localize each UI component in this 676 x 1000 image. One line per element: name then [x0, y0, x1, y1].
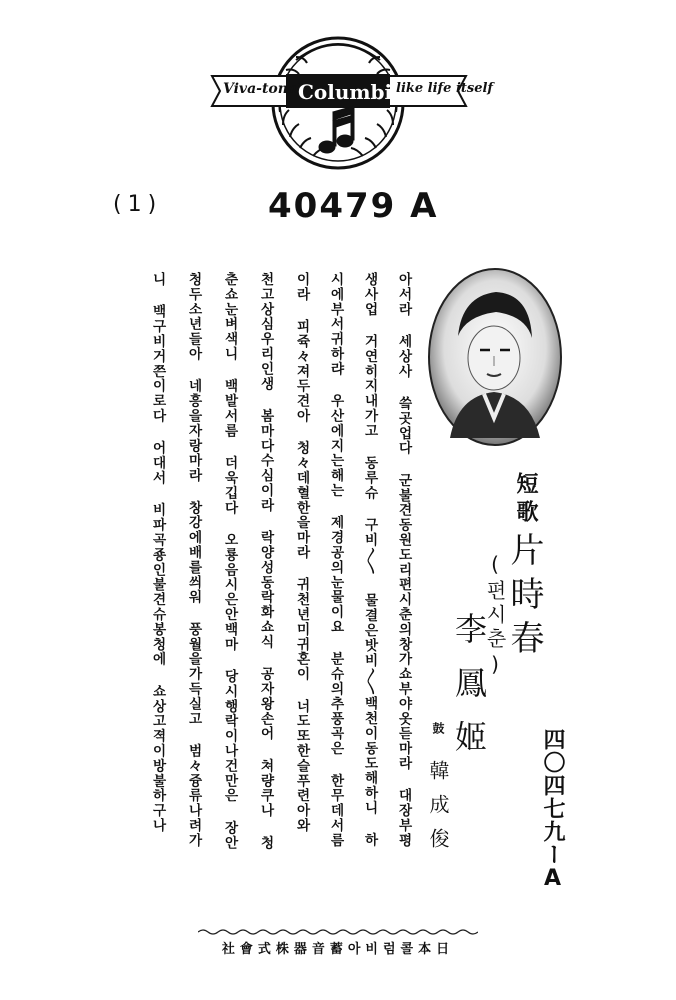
footer-company-name: 社會式株器音蓄아비럼콜本日	[221, 942, 455, 957]
lyrics-line: 이라 피쥭々져두견아 청々데혈한을마라 귀천년미귀혼이 너도또한슬푸련아와	[293, 272, 310, 833]
footer-ornament	[198, 928, 478, 936]
drummer-name: 韓成俊	[426, 760, 450, 862]
singer-portrait	[428, 268, 563, 446]
drummer-role: 鼓	[431, 722, 445, 734]
catalog-number-cjk: 四〇四七九ーA	[540, 728, 565, 892]
lyrics-line: 니 백구비거쯘이로다 어대서 비파곡죵인불견슈봉청에 쇼상고젹이방불하구나	[149, 272, 166, 833]
lyrics-line: 천고상심우리인생 봄마다수심이라 락양성동락화쇼식 공자왕손어 쳐량쿠나 청	[257, 272, 274, 851]
lyrics-line: 아서라 세상사 씈곳업다 군불견동원도리편시춘의창가쇼부야옷듣마라 대장부평	[395, 272, 412, 848]
side-label: (1)	[113, 192, 163, 217]
song-title: 片時春	[504, 532, 544, 664]
columbia-logo	[0, 0, 676, 180]
record-number: 40479 A	[268, 186, 439, 226]
lyrics-line: 시에부서귀하랴 우산에지는해는 제경공의눈물이요 분슈의추풍곡은 한무데서름	[327, 272, 344, 848]
singer-name: 李鳳姬	[450, 612, 488, 774]
logo-right-motto: like life itself	[396, 81, 494, 96]
song-subtitle: (편시춘)	[483, 552, 507, 680]
lyrics-line: 생사업 거연히지내가고 동루슈 구비〳〵 물결은밧비〳〵백천이동도해하니 하	[361, 272, 378, 848]
lyrics-line: 춘쇼눈벼색니 백발서름 더욱깁다 오룡음시은안백마 당시행락이나건만은 장안	[221, 272, 238, 851]
song-genre: 短歌	[513, 472, 539, 528]
logo-left-motto: Viva-tonal	[223, 81, 303, 97]
lyrics-line: 청두소년들아 네흥을자랑마라 창강에배를씌워 풍월을가득실고 범々즁류나려가	[185, 272, 202, 848]
logo-brand-name: Columbia	[298, 80, 406, 104]
